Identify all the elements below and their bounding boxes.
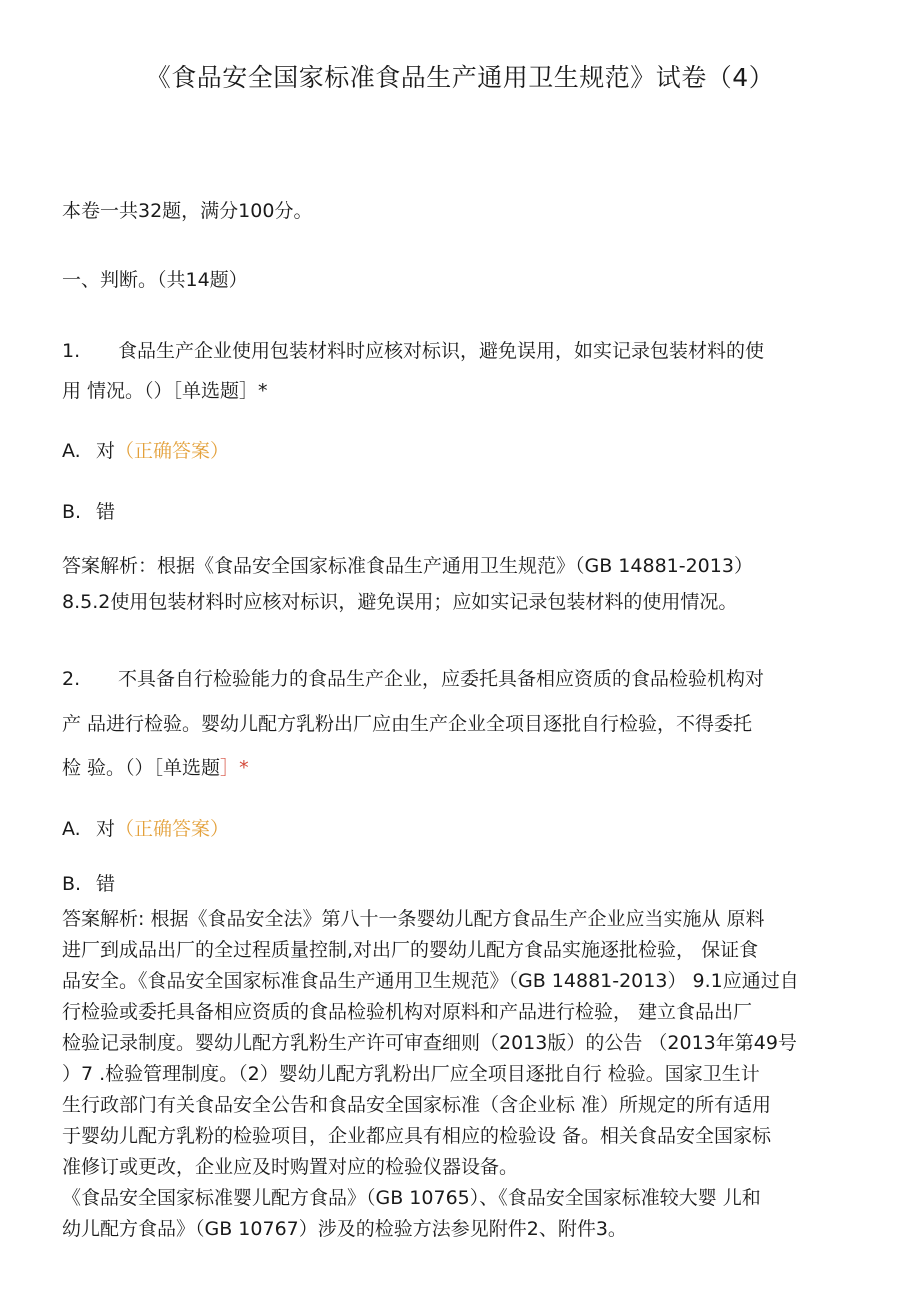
option-letter: B. [62, 873, 82, 895]
explanation-line: 于婴幼儿配方乳粉的检验项目，企业都应具有相应的检验设 备。相关食品安全国家标 [62, 1125, 772, 1147]
required-star: * [258, 380, 268, 402]
question-1-text-cont: 用 情况。（）［单选题］ [62, 380, 259, 402]
correct-answer-tag: （正确答案） [115, 440, 230, 462]
explanation-line: 进厂到成品出厂的全过程质量控制,对出厂的婴幼儿配方食品实施逐批检验， 保证食 [62, 939, 759, 961]
question-1-line-2 [62, 376, 268, 403]
explanation-line: 行检验或委托具备相应资质的食品检验机构对原料和产品进行检验， 建立食品出厂 [62, 1001, 753, 1023]
explanation-line: 检验记录制度。婴幼儿配方乳粉生产许可审查细则（2013版）的公告 （2013年第49号 [62, 1032, 797, 1054]
option-letter: B. [62, 501, 82, 523]
required-star: * [239, 757, 249, 779]
question-2-explanation [62, 904, 862, 1245]
question-2-number: 2. [62, 668, 81, 690]
correct-answer-tag: （正确答案） [115, 818, 230, 840]
explanation-line: ）7 .检验管理制度。（2）婴幼儿配方乳粉出厂应全项目逐批自行 检验。国家卫生计 [62, 1063, 760, 1085]
question-1-text: 食品生产企业使用包装材料时应核对标识，避免误用，如实记录包装材料的使 [118, 340, 765, 362]
section-heading: 一、判断。（共14题） [62, 269, 248, 291]
explanation-line: 幼儿配方食品》（GB 10767）涉及的检验方法参见附件2、附件3。 [62, 1218, 627, 1240]
explanation-line: 答案解析: 根据《食品安全法》第八十一条婴幼儿配方食品生产企业应当实施从 原料 [62, 908, 765, 930]
question-1-option-a[interactable] [62, 436, 229, 463]
explanation-line: 品安全。《食品安全国家标准食品生产通用卫生规范》（GB 14881-2013） 9.1应通过自 [62, 970, 799, 992]
explanation-line: 《食品安全国家标准婴儿配方食品》（GB 10765）、《食品安全国家标准较大婴 儿和 [62, 1187, 761, 1209]
page-title: 《食品安全国家标准食品生产通用卫生规范》试卷（4） [145, 63, 775, 92]
bracket-close: ］ [220, 757, 240, 779]
question-1-option-b[interactable] [62, 497, 115, 524]
option-letter: A. [62, 440, 81, 462]
question-1-explanation-line-1: 答案解析：根据《食品安全国家标准食品生产通用卫生规范》（GB 14881-2013） [62, 555, 753, 577]
option-label: 错 [96, 501, 116, 523]
option-letter: A. [62, 818, 81, 840]
option-label: 对 [96, 440, 116, 462]
question-2-option-a[interactable] [62, 814, 229, 841]
question-2-line-2: 产 品进行检验。婴幼儿配方乳粉出厂应由生产企业全项目逐批自行检验，不得委托 [62, 713, 753, 735]
option-label: 错 [96, 873, 116, 895]
explanation-line: 准修订或更改，企业应及时购置对应的检验仪器设备。 [62, 1156, 519, 1178]
question-1-explanation-line-2: 8.5.2使用包装材料时应核对标识，避免误用；应如实记录包装材料的使用情况。 [62, 591, 738, 613]
question-2-text-cont: 检 验。（）［单选题 [62, 757, 221, 779]
explanation-line: 生行政部门有关食品安全公告和食品安全国家标准（含企业标 准）所规定的所有适用 [62, 1094, 772, 1116]
exam-intro: 本卷一共32题，满分100分。 [62, 200, 313, 222]
question-1-line-1 [62, 336, 764, 363]
option-label: 对 [96, 818, 116, 840]
question-1-number: 1. [62, 340, 81, 362]
question-2-line-1 [62, 664, 764, 691]
question-2-text: 不具备自行检验能力的食品生产企业，应委托具备相应资质的食品检验机构对 [118, 668, 765, 690]
question-2-line-3 [62, 753, 249, 780]
question-2-option-b[interactable] [62, 869, 115, 896]
